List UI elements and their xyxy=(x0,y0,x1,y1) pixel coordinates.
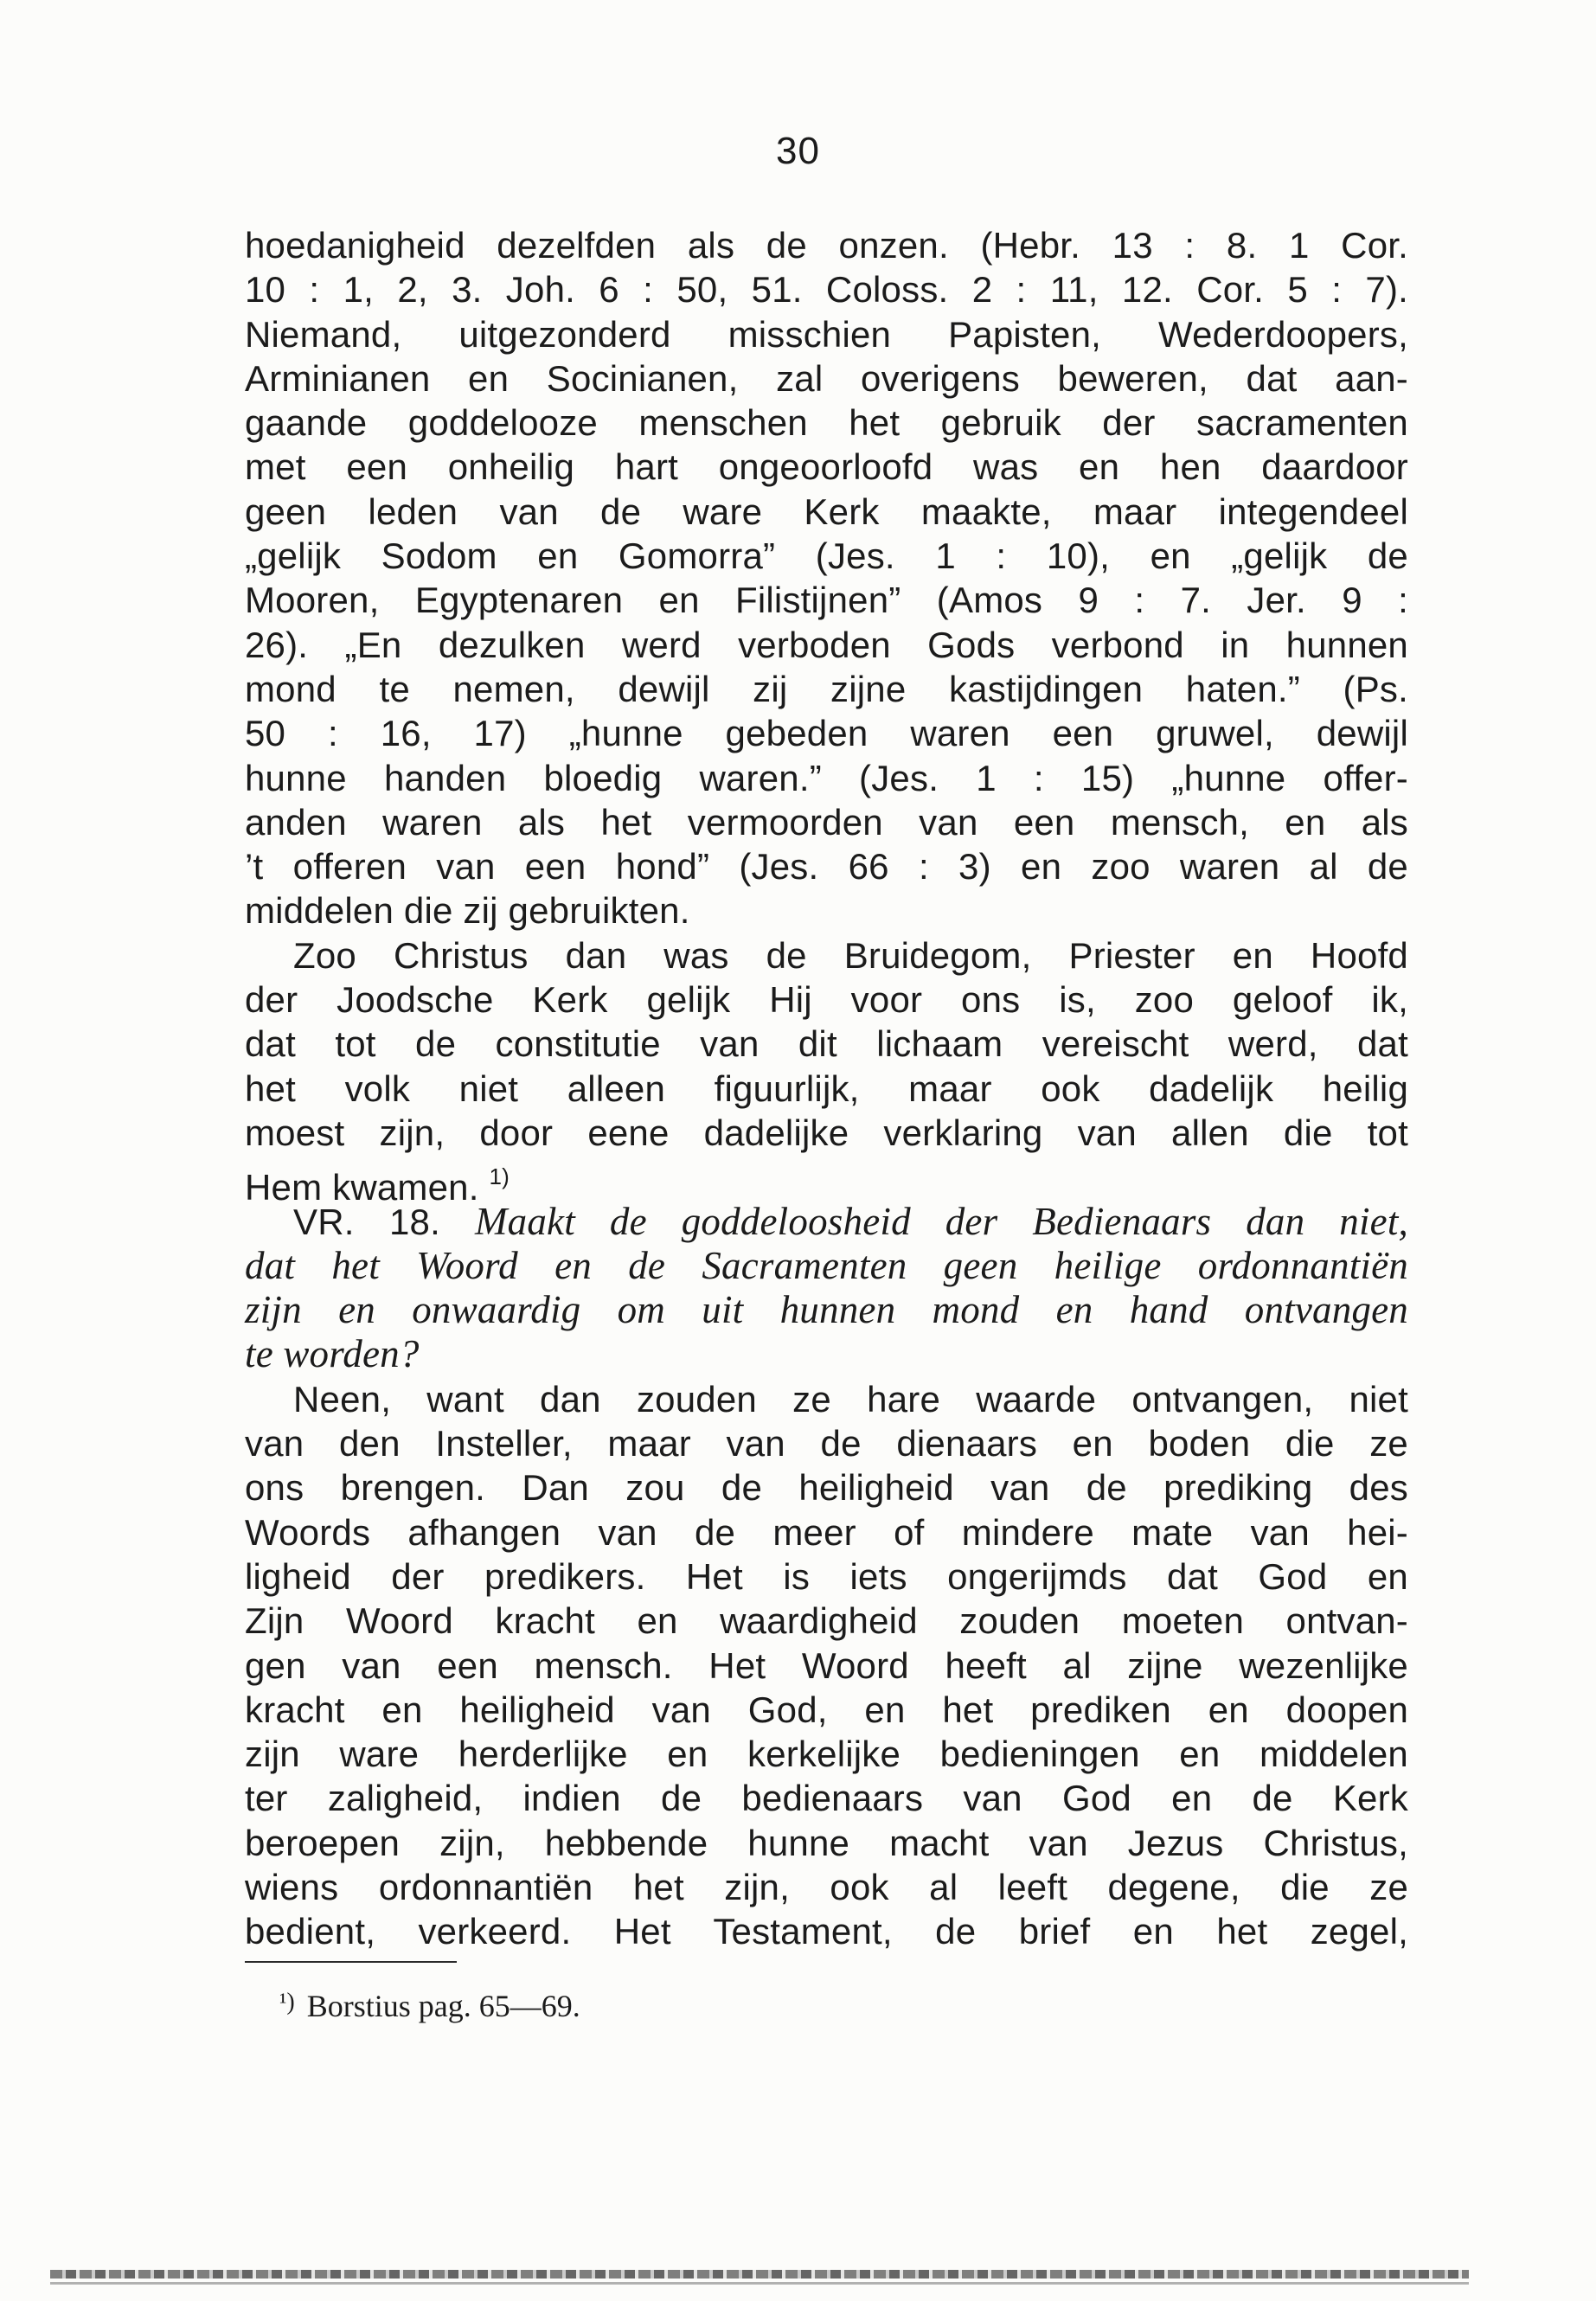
text-line: hoedanigheid dezelfden als de onzen. (Hebr. 13 : 8. 1 Cor. xyxy=(245,225,1408,266)
text-line: ons brengen. Dan zou de heiligheid van de prediking des xyxy=(245,1467,1408,1509)
text-line: Woords afhangen van de meer of mindere mate van hei- xyxy=(245,1511,1408,1553)
text-line: ter zaligheid, indien de bedienaars van God en de Kerk xyxy=(245,1778,1408,1819)
question-line: zijn en onwaardig om uit hunnen mond en hand ontvangen xyxy=(245,1288,1408,1332)
text-line: 50 : 16, 17) „hunne gebeden waren een gruwel, dewijl xyxy=(245,713,1408,754)
footnote-mark: ¹) xyxy=(279,1989,295,2016)
text-line: Mooren, Egyptenaren en Filistijnen” (Amos 9 : 7. Jer. 9 : xyxy=(245,580,1408,621)
text-line: van den Insteller, maar van de dienaars en boden die ze xyxy=(245,1423,1408,1465)
text-line: 10 : 1, 2, 3. Joh. 6 : 50, 51. Coloss. 2 : 11, 12. Cor. 5 : 7). xyxy=(245,269,1408,311)
text-line: Zijn Woord kracht en waardigheid zouden moeten ontvan- xyxy=(245,1600,1408,1642)
question-label: VR. 18. xyxy=(293,1201,440,1242)
text-line: middelen die zij gebruikten. xyxy=(245,890,690,932)
text-line: anden waren als het vermoorden van een mensch, en als xyxy=(245,801,1408,843)
footnote-text: Borstius pag. 65—69. xyxy=(306,1989,580,2023)
text-line: ’t offeren van een hond” (Jes. 66 : 3) en zoo waren al de xyxy=(245,846,1408,888)
text-line: geen leden van de ware Kerk maakte, maar integendeel xyxy=(245,490,1408,532)
text-line: gaande goddelooze menschen het gebruik der sacramenten xyxy=(245,402,1408,444)
text-line: „gelijk Sodom en Gomorra” (Jes. 1 : 10), en „gelijk de xyxy=(245,535,1408,577)
footnote-reference: 1) xyxy=(489,1163,510,1190)
footnote-divider xyxy=(245,1961,457,1963)
text-line: moest zijn, door eene dadelijke verklaring van allen die tot xyxy=(245,1112,1408,1153)
scan-edge-line xyxy=(50,2282,1469,2285)
line-text: Hem kwamen. xyxy=(245,1167,479,1208)
scan-edge-artifact xyxy=(50,2270,1469,2279)
question-line: dat het Woord en de Sacramenten geen heilige ordonnantiën xyxy=(245,1243,1408,1287)
footnote xyxy=(279,1988,580,2024)
text-line: Niemand, uitgezonderd misschien Papisten, Wederdoopers, xyxy=(245,313,1408,355)
text-line: kracht en heiligheid van God, en het prediken en doopen xyxy=(245,1689,1408,1730)
text-line: bedient, verkeerd. Het Testament, de brief en het zegel, xyxy=(245,1911,1408,1952)
text-line: mond te nemen, dewijl zij zijne kastijdingen haten.” (Ps. xyxy=(245,668,1408,709)
page-number: 30 xyxy=(776,130,820,172)
text-line: zijn ware herderlijke en kerkelijke bedieningen en middelen xyxy=(245,1734,1408,1775)
text-line: der Joodsche Kerk gelijk Hij voor ons is, zoo geloof ik, xyxy=(245,979,1408,1021)
question-line: te worden? xyxy=(245,1332,420,1376)
text-line: Arminianen en Socinianen, zal overigens beweren, dat aan- xyxy=(245,357,1408,399)
text-line: dat tot de constitutie van dit lichaam vereischt werd, dat xyxy=(245,1023,1408,1065)
text-line: het volk niet alleen figuurlijk, maar ook dadelijk heilig xyxy=(245,1067,1408,1109)
text-line: Zoo Christus dan was de Bruidegom, Priester en Hoofd xyxy=(293,934,1408,976)
text-line xyxy=(245,1155,1408,1208)
question-line xyxy=(245,1200,1408,1244)
text-line: beroepen zijn, hebbende hunne macht van Jezus Christus, xyxy=(245,1822,1408,1863)
text-line: ligheid der predikers. Het is iets ongerijmds dat God en xyxy=(245,1555,1408,1597)
text-line: hunne handen bloedig waren.” (Jes. 1 : 15) „hunne offer- xyxy=(245,757,1408,798)
text-line: met een onheilig hart ongeoorloofd was en hen daardoor xyxy=(245,446,1408,488)
text-line: wiens ordonnantiën het zijn, ook al leeft degene, die ze xyxy=(245,1866,1408,1907)
text-line: gen van een mensch. Het Woord heeft al zijne wezenlijke xyxy=(245,1644,1408,1686)
body-text xyxy=(245,223,1408,1954)
text-line: 26). „En dezulken werd verboden Gods verbond in hunnen xyxy=(245,624,1408,665)
text-line: Neen, want dan zouden ze hare waarde ontvangen, niet xyxy=(293,1378,1408,1420)
question-text: Maakt de goddeloosheid der Bedienaars dan niet, xyxy=(474,1199,1408,1243)
